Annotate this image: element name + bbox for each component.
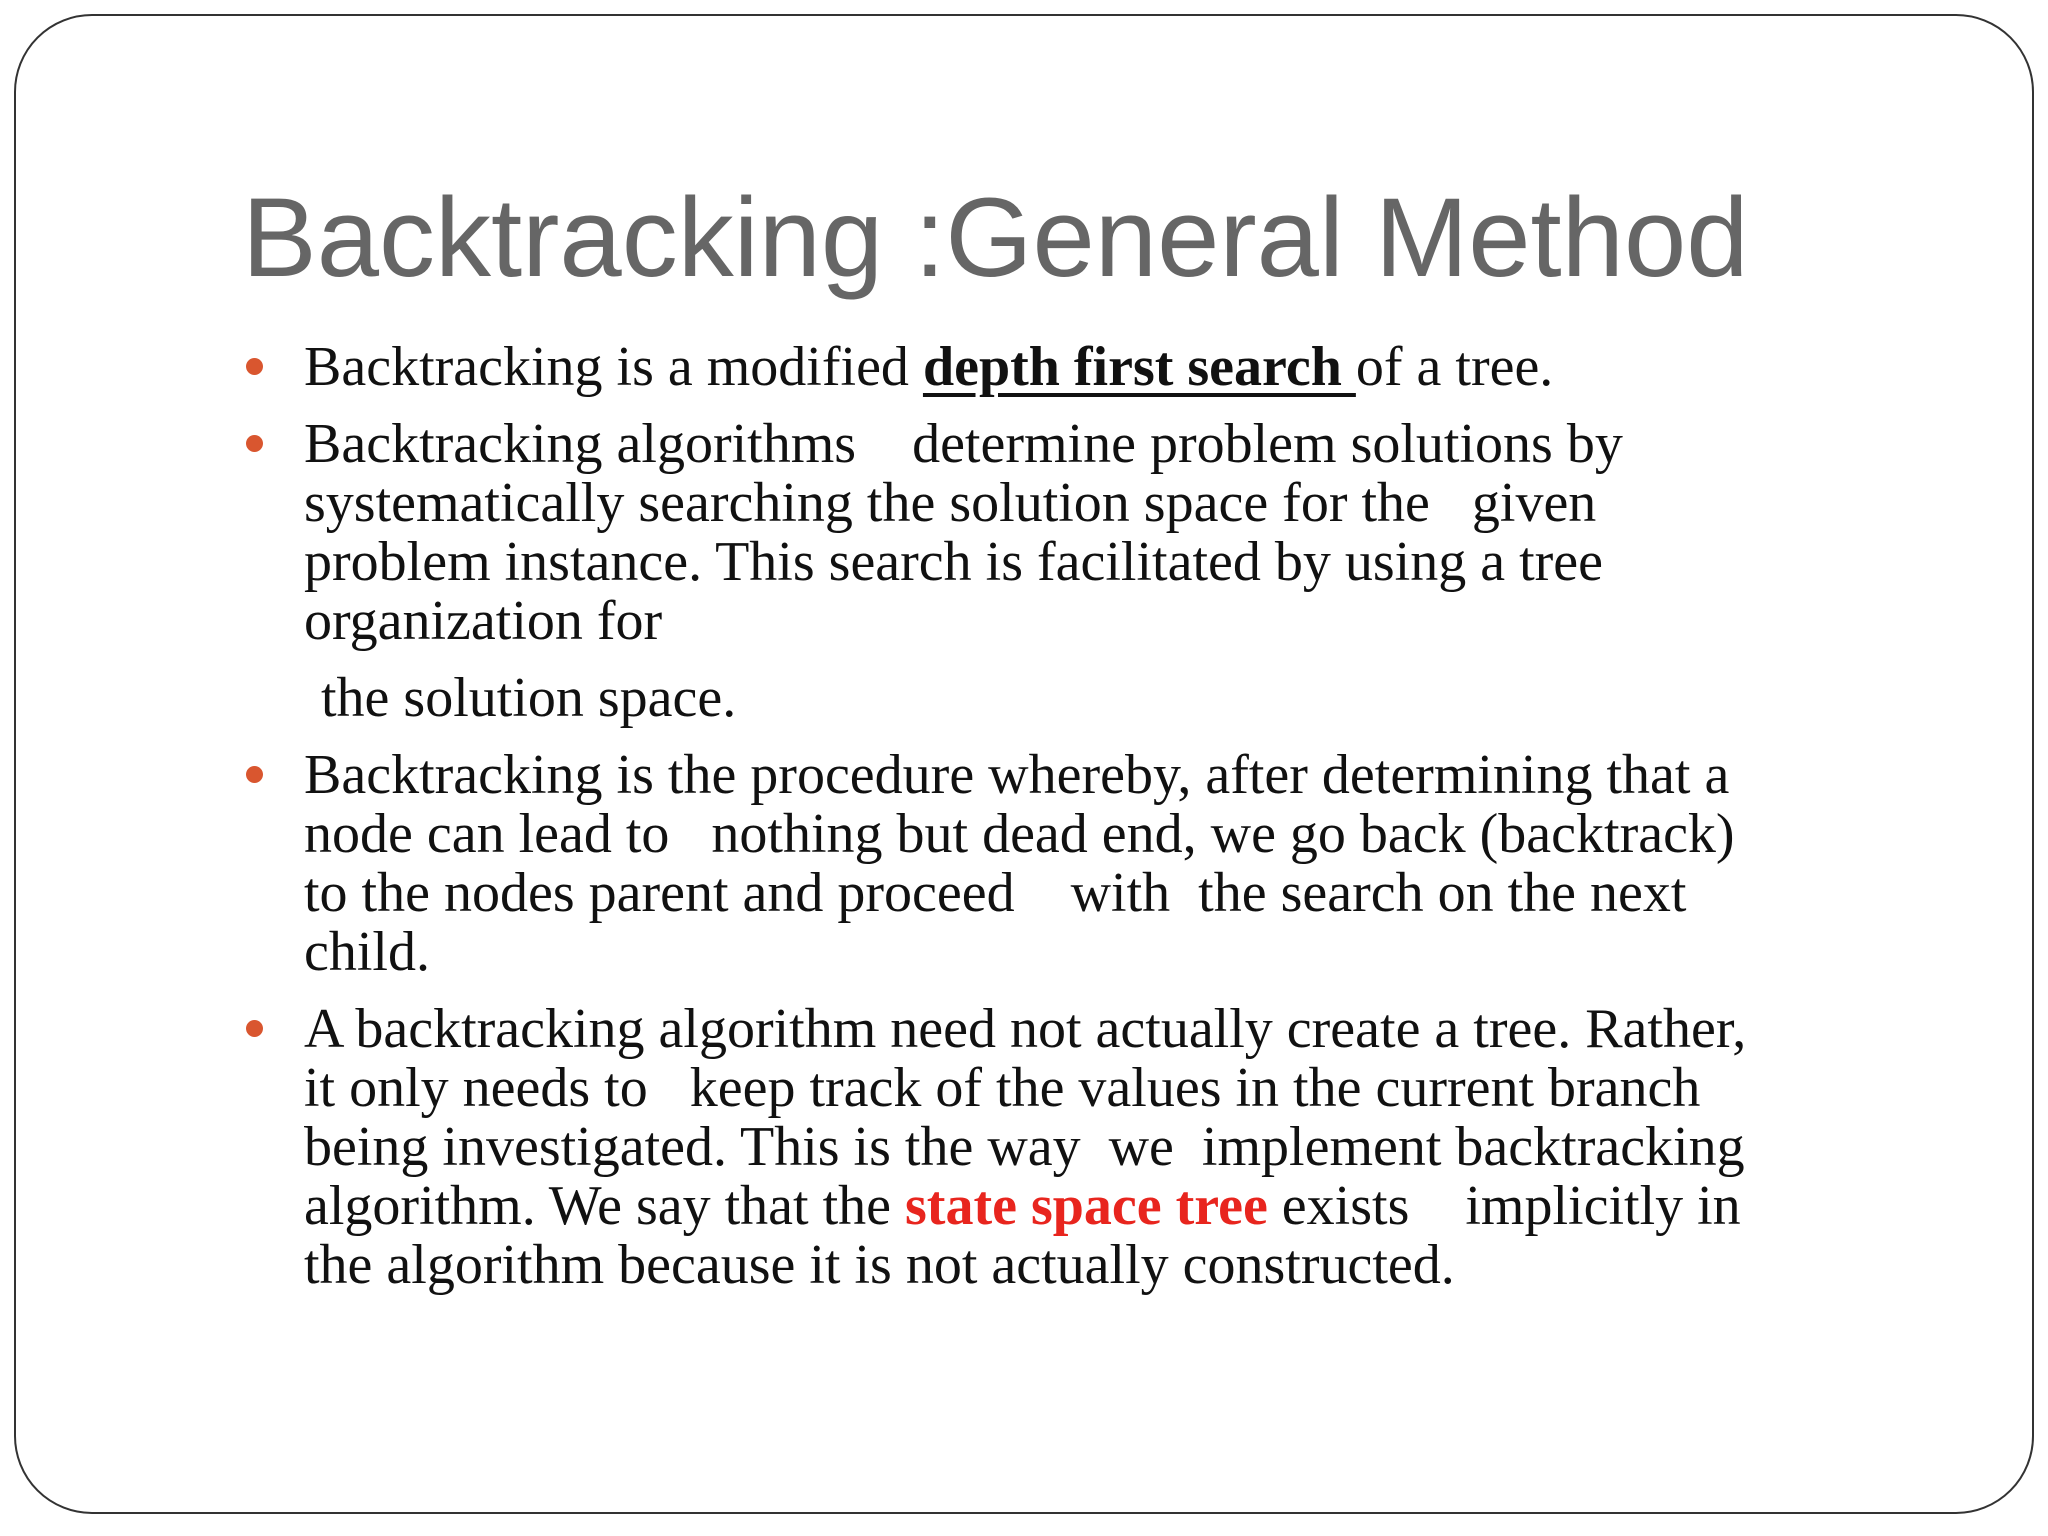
bullet-4-line-4-pre: algorithm. We say that the	[304, 1175, 905, 1237]
bullet-dot-icon	[246, 435, 263, 452]
bullet-4-line: being investigated. This is the way we implement backtracking	[304, 1116, 1745, 1178]
bullet-2-line: systematically searching the solution space for the given	[304, 472, 1597, 534]
bullet-item-3	[304, 746, 1944, 982]
bullet-4-line-4-post: exists implicitly in	[1267, 1175, 1741, 1237]
bullet-dot-icon	[246, 766, 263, 783]
depth-first-search-emphasis: depth first search	[922, 336, 1356, 398]
bullet-item-4	[304, 1000, 1944, 1295]
bullet-item-2	[304, 415, 1944, 651]
bullet-1-text-post: of a tree.	[1355, 336, 1554, 398]
bullet-2-continuation: the solution space.	[321, 667, 737, 729]
bullet-4-line-4	[304, 1177, 1944, 1236]
bullet-4-line: it only needs to keep track of the values in the current branch	[304, 1057, 1701, 1119]
slide-frame	[14, 14, 2034, 1514]
bullet-4-line: A backtracking algorithm need not actually create a tree. Rather,	[304, 998, 1747, 1060]
bullet-2-line: organization for	[304, 590, 663, 652]
slide-title: Backtracking :General Method	[242, 175, 1749, 300]
bullet-3-line: child.	[304, 921, 430, 983]
state-space-tree-highlight: state space tree	[905, 1175, 1268, 1237]
bullet-3-line: to the nodes parent and proceed with the search on the next	[304, 862, 1687, 924]
bullet-3-line: node can lead to nothing but dead end, we go back (backtrack)	[304, 803, 1735, 865]
bullet-item-1	[304, 338, 1944, 397]
bullet-list	[304, 338, 1944, 1313]
bullet-1-text-pre: Backtracking is a modified	[304, 336, 923, 398]
bullet-dot-icon	[246, 358, 263, 375]
bullet-2-line: problem instance. This search is facilitated by using a tree	[304, 531, 1603, 593]
bullet-dot-icon	[246, 1020, 263, 1037]
bullet-3-line: Backtracking is the procedure whereby, after determining that a	[304, 744, 1730, 806]
bullet-2-line: Backtracking algorithms determine problem solutions by	[304, 413, 1623, 475]
bullet-4-line: the algorithm because it is not actually constructed.	[304, 1234, 1455, 1296]
